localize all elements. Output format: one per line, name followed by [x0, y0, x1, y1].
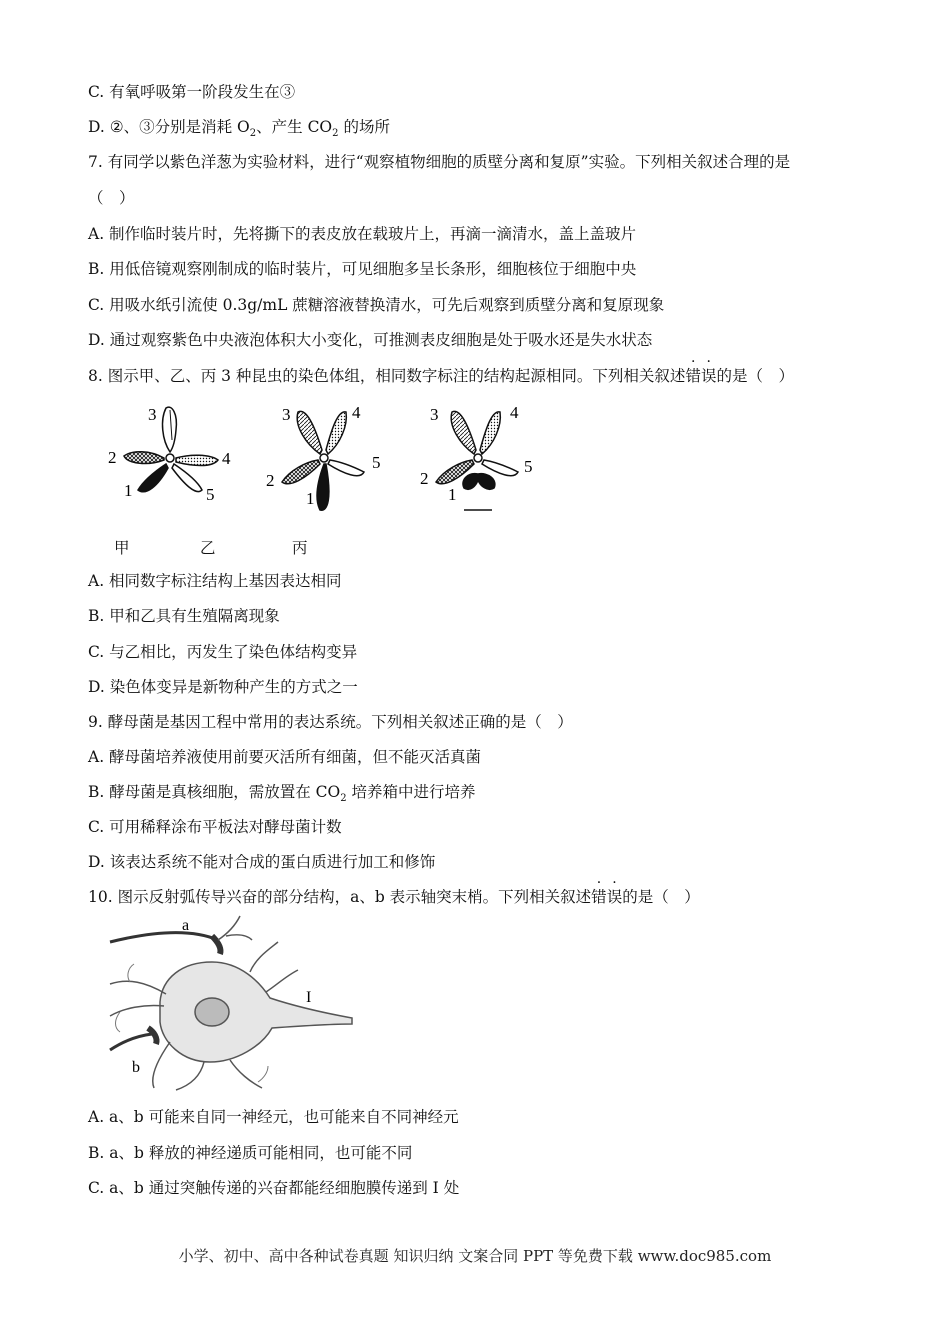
q8-option-d: D. 染色体变异是新物种产生的方式之一 [88, 678, 358, 696]
q9-option-c: C. 可用稀释涂布平板法对酵母菌计数 [88, 818, 342, 836]
karyotype-bing [420, 403, 533, 510]
svg-text:4: 4 [510, 403, 519, 422]
page-footer: 小学、初中、高中各种试卷真题 知识归纳 文案合同 PPT 等免费下载 www.doc985.com [178, 1247, 772, 1265]
svg-text:3: 3 [148, 405, 157, 424]
q10-option-c: C. a、b 通过突触传递的兴奋都能经细胞膜传递到 I 处 [88, 1179, 460, 1197]
label-b: b [132, 1059, 140, 1076]
q8-option-a: A. 相同数字标注结构上基因表达相同 [88, 572, 342, 590]
q7-option-d: D. 通过观察紫色中央液泡体积大小变化，可推测表皮细胞是处于吸水还是失水状态 [88, 331, 653, 349]
neuron-figure [100, 912, 370, 1092]
q8-option-c: C. 与乙相比，丙发生了染色体结构变异 [88, 643, 358, 661]
q7-stem: 7. 有同学以紫色洋葱为实验材料，进行“观察植物细胞的质壁分离和复原”实验。下列相关叙述合理的是 [88, 153, 791, 171]
q9-stem: 9. 酵母菌是基因工程中常用的表达系统。下列相关叙述正确的是（ ） [88, 713, 573, 731]
svg-text:4: 4 [222, 449, 231, 468]
svg-text:2: 2 [108, 448, 117, 467]
caption-yi: 乙 [200, 539, 216, 557]
svg-text:2: 2 [420, 469, 429, 488]
svg-text:1: 1 [124, 481, 133, 500]
svg-text:5: 5 [372, 453, 381, 472]
label-i: I [306, 989, 312, 1006]
q10-stem: 10. 图示反射弧传导兴奋的部分结构，a、b 表示轴突末梢。下列相关叙述错误的是（ ） [88, 888, 700, 906]
karyotype-yi [266, 403, 381, 510]
q6-option-d: D. ②、③分别是消耗 $O_2$、产生 $CO_2$ 的场所 [88, 118, 390, 140]
q9-option-b: B. 酵母菌是真核细胞，需放置在 $CO_2$ 培养箱中进行培养 [88, 783, 476, 805]
svg-text:4: 4 [352, 403, 361, 422]
q7-option-a: A. 制作临时装片时，先将撕下的表皮放在载玻片上，再滴一滴清水，盖上盖玻片 [88, 225, 637, 243]
q8-option-b: B. 甲和乙具有生殖隔离现象 [88, 607, 280, 625]
caption-bing: 丙 [292, 539, 308, 557]
svg-text:2: 2 [266, 471, 275, 490]
caption-jia: 甲 [114, 539, 130, 557]
q9-option-a: A. 酵母菌培养液使用前要灭活所有细菌，但不能灭活真菌 [88, 748, 482, 766]
svg-text:5: 5 [206, 485, 215, 504]
q6-option-c: C. 有氧呼吸第一阶段发生在③ [88, 83, 296, 101]
q10-option-b: B. a、b 释放的神经递质可能相同，也可能不同 [88, 1144, 413, 1162]
svg-text:3: 3 [430, 405, 439, 424]
svg-text:1: 1 [306, 489, 315, 508]
svg-text:3: 3 [282, 405, 291, 424]
svg-text:1: 1 [448, 485, 457, 504]
q10-option-a: A. a、b 可能来自同一神经元，也可能来自不同神经元 [88, 1108, 459, 1126]
label-a: a [182, 917, 190, 934]
q7-option-c: C. 用吸水纸引流使 0.3g/mL 蔗糖溶液替换清水，可先后观察到质壁分离和复原现象 [88, 296, 665, 314]
chromosome-figure [100, 400, 560, 520]
karyotype-jia [108, 405, 231, 504]
q8-stem: 8. 图示甲、乙、丙 3 种昆虫的染色体组，相同数字标注的结构起源相同。下列相关叙述错误的是（ ） [88, 367, 794, 385]
q9-option-d: D. 该表达系统不能对合成的蛋白质进行加工和修饰 [88, 853, 436, 871]
q7-option-b: B. 用低倍镜观察刚制成的临时装片，可见细胞多呈长条形，细胞核位于细胞中央 [88, 260, 637, 278]
svg-text:5: 5 [524, 457, 533, 476]
q7-paren: （ ） [88, 189, 135, 207]
